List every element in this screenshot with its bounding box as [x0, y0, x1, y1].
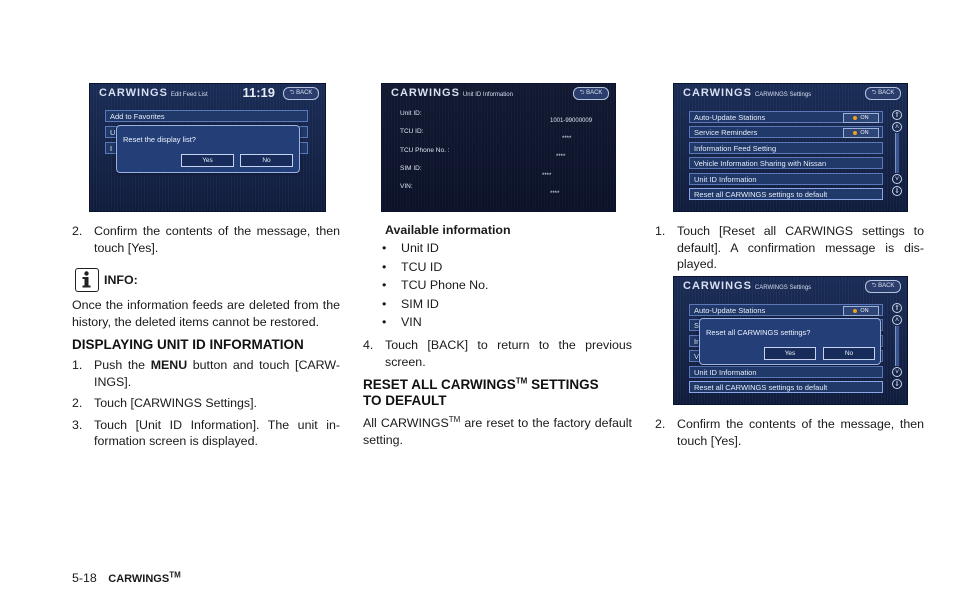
down-icon: ˅ [892, 367, 902, 377]
row-partial: S [689, 319, 883, 331]
dialog-message: Reset the display list? [123, 135, 196, 144]
status-dot-icon [853, 309, 857, 313]
row-reset-all-settings: Reset all CARWINGS settings to default [689, 188, 883, 200]
carwings-logo: CARWINGS CARWINGS Settings [683, 280, 812, 292]
scroll-track [895, 326, 899, 366]
col3-step2: 2. Confirm the contents of the message, then touch [Yes]. [655, 417, 924, 448]
info-text: Once the information feeds are deleted from the history, the deleted items cannot be restored. [72, 298, 340, 329]
step-item: 1. Push the MENU button and touch [CARW-INGS]. [72, 358, 340, 389]
on-indicator: ON [843, 306, 879, 316]
row-partial: U [105, 126, 308, 138]
field-value: **** [562, 136, 572, 142]
status-dot-icon [853, 131, 857, 135]
back-button: ⮌ BACK [283, 87, 319, 100]
no-button: No [823, 347, 875, 360]
field-value: 1001-99000009 [550, 118, 593, 124]
step-item: 2. Touch [CARWINGS Settings]. [72, 396, 257, 410]
available-info-title: Available information [385, 223, 511, 237]
up-icon: ˄ [892, 122, 902, 132]
page-number: 5-18 [72, 571, 97, 585]
yes-button: Yes [764, 347, 816, 360]
field-label: VIN: [400, 183, 413, 190]
field-label: SIM ID: [400, 165, 422, 172]
on-indicator: ON [843, 128, 879, 138]
info-title: INFO: [104, 273, 138, 287]
dialog-message: Reset all CARWINGS settings? [706, 328, 811, 337]
heading-reset-all-carwings: RESET ALL CARWINGS™ SETTINGS TO DEFAULT [363, 376, 599, 408]
row-unit-id-information: Unit ID Information [689, 173, 883, 185]
field-label: TCU Phone No. : [400, 147, 450, 154]
field-value: **** [550, 191, 560, 197]
screenshot-reset-confirm [673, 276, 908, 405]
heading-displaying-unit-id: DISPLAYING UNIT ID INFORMATION [72, 337, 304, 352]
screenshot-carwings-settings [673, 83, 908, 212]
no-button: No [240, 154, 293, 167]
carwings-logo: CARWINGS CARWINGS Settings [683, 87, 812, 99]
field-value: **** [542, 173, 552, 179]
carwings-logo: CARWINGS Unit ID Information [391, 87, 513, 99]
screenshot-edit-feed-list [89, 83, 326, 212]
info-icon [75, 268, 99, 292]
on-indicator: ON [843, 113, 879, 123]
row-add-to-favorites: Add to Favorites [105, 110, 308, 122]
step-item: 3. Touch [Unit ID Information]. The unit in-formation screen is displayed. [72, 417, 340, 448]
col1-step2: 2. Confirm the contents of the message, then touch [Yes]. [72, 224, 340, 255]
confirm-dialog [116, 125, 300, 173]
field-label: TCU ID: [400, 128, 424, 135]
screenshot-unit-id-information [381, 83, 616, 212]
scrollbar [892, 303, 902, 389]
back-button: ⮌ BACK [865, 280, 901, 293]
list-item: • Unit ID [377, 239, 627, 258]
available-info-list [377, 239, 627, 332]
double-down-icon: ⇓ [892, 186, 902, 196]
back-button: ⮌ BACK [865, 87, 901, 100]
row-auto-update-stations: Auto-Update Stations ON [689, 304, 883, 316]
row-service-reminders: Service Reminders ON [689, 126, 883, 138]
reset-body: All CARWINGS™ are reset to the factory default setting. [363, 414, 632, 447]
col1-steps [72, 357, 340, 450]
yes-button: Yes [181, 154, 234, 167]
down-icon: ˅ [892, 174, 902, 184]
double-up-icon: ⇑ [892, 110, 902, 120]
row-reset-all-settings: Reset all CARWINGS settings to default [689, 381, 883, 393]
carwings-logo: CARWINGS Edit Feed List [99, 87, 208, 99]
confirm-dialog [699, 318, 881, 365]
col2-step4: 4. Touch [BACK] to return to the previous screen. [363, 338, 632, 369]
row-partial: V [689, 350, 883, 362]
up-icon: ˄ [892, 315, 902, 325]
field-value: **** [556, 154, 566, 160]
clock: 11:19 [242, 85, 275, 100]
footer-title: CARWINGS™ [108, 570, 181, 585]
list-item: • TCU ID [377, 258, 627, 277]
scroll-track [895, 133, 899, 173]
row-partial: Ir [689, 335, 883, 347]
double-down-icon: ⇓ [892, 379, 902, 389]
page-footer [72, 571, 181, 585]
scrollbar [892, 110, 902, 196]
row-unit-id-information: Unit ID Information [689, 366, 883, 378]
row-auto-update-stations: Auto-Update Stations ON [689, 111, 883, 123]
back-button: ⮌ BACK [573, 87, 609, 100]
status-dot-icon [853, 116, 857, 120]
list-item: • VIN [377, 313, 627, 332]
field-label: Unit ID: [400, 110, 422, 117]
double-up-icon: ⇑ [892, 303, 902, 313]
list-item: • TCU Phone No. [377, 276, 627, 295]
row-vehicle-info-sharing: Vehicle Information Sharing with Nissan [689, 157, 883, 169]
row-information-feed-setting: Information Feed Setting [689, 142, 883, 154]
list-item: • SIM ID [377, 295, 627, 314]
col3-step1: 1. Touch [Reset all CARWINGS settings to default]. A confirmation message is dis-played. [655, 224, 924, 271]
row-partial: I [105, 142, 308, 154]
